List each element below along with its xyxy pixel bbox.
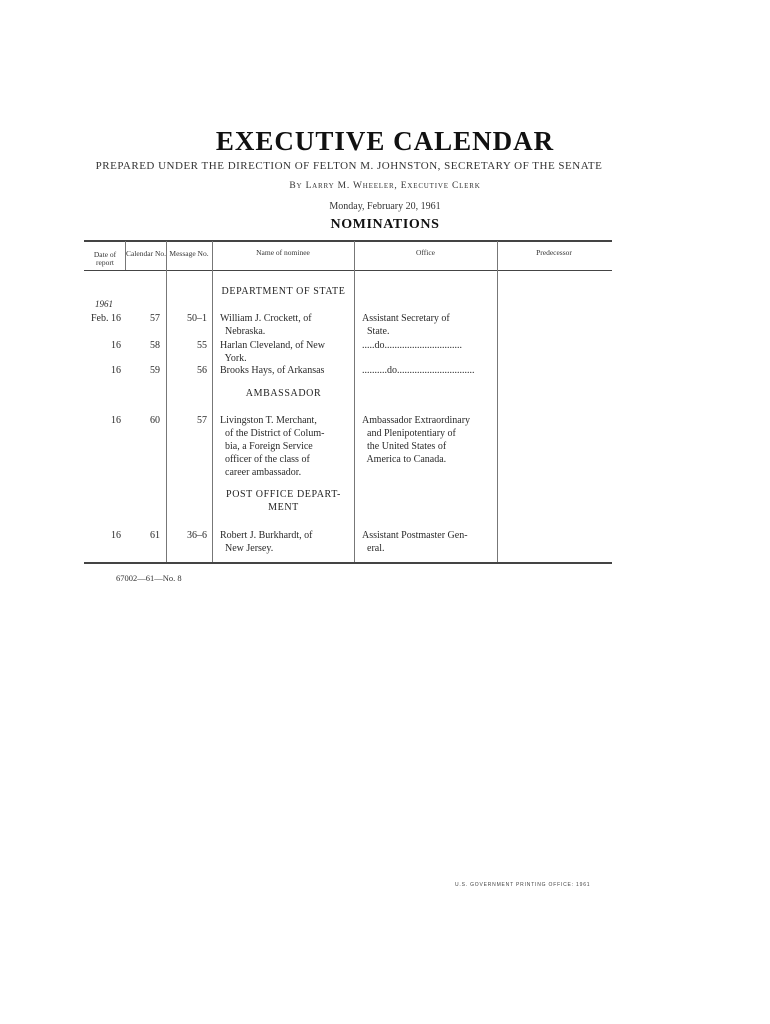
nominee-name: Robert J. Burkhardt, of New Jersey. [220, 530, 313, 554]
message-no: 55 [197, 340, 207, 351]
nominee-name: Brooks Hays, of Arkansas [220, 365, 325, 376]
header-nominee: Name of nominee [256, 248, 310, 257]
message-no: 56 [197, 365, 207, 376]
header-calendar: Calendar No. [126, 249, 166, 258]
table-bottom-rule [84, 562, 612, 564]
header-predecessor: Predecessor [536, 248, 572, 257]
group-heading: DEPARTMENT OF STATE [221, 286, 346, 297]
document-date: Monday, February 20, 1961 [329, 201, 441, 212]
calendar-no: 59 [150, 365, 160, 376]
message-no: 36–6 [187, 530, 207, 541]
section-title: NOMINATIONS [330, 217, 440, 232]
document-byline: By Larry M. Wheeler, Executive Clerk [289, 181, 481, 191]
calendar-no: 61 [150, 530, 160, 541]
column-divider [497, 241, 498, 562]
office: Assistant Secretary of State. [362, 313, 450, 337]
nominee-name: William J. Crockett, of Nebraska. [220, 313, 312, 337]
document-code: 67002—61—No. 8 [116, 573, 182, 583]
group-heading: AMBASSADOR [245, 388, 322, 399]
document-subtitle: PREPARED UNDER THE DIRECTION OF FELTON M. JOHNSTON, SECRETARY OF THE SENATE [95, 160, 603, 172]
header-date: Date of report [93, 250, 117, 267]
calendar-no: 60 [150, 415, 160, 426]
message-no: 57 [197, 415, 207, 426]
calendar-no: 58 [150, 340, 160, 351]
office-ditto: ..........do............................... [362, 365, 475, 376]
header-office: Office [415, 248, 436, 257]
nominee-name: Harlan Cleveland, of New York. [220, 340, 325, 364]
calendar-no: 57 [150, 313, 160, 324]
report-date: 16 [111, 530, 121, 541]
header-message: Message No. [169, 249, 209, 258]
report-date: Feb. 16 [91, 313, 121, 324]
column-divider [166, 241, 167, 562]
office: Assistant Postmaster Gen- eral. [362, 530, 468, 554]
nominee-name: Livingston T. Merchant, of the District of Colum- bia, a Foreign Service officer of the class of career ambassador. [220, 415, 325, 478]
table-header-rule [84, 270, 612, 271]
report-year: 1961 [95, 299, 113, 309]
group-heading: POST OFFICE DEPART- MENT [226, 489, 341, 513]
report-date: 16 [111, 340, 121, 351]
document-title: EXECUTIVE CALENDAR [215, 126, 555, 156]
office-ditto: .....do............................... [362, 340, 462, 351]
table-top-rule [84, 240, 612, 242]
printer-imprint: U.S. GOVERNMENT PRINTING OFFICE: 1961 [455, 882, 591, 888]
column-divider [354, 241, 355, 562]
report-date: 16 [111, 365, 121, 376]
office: Ambassador Extraordinary and Plenipotentiary of the United States of America to Canada. [362, 415, 471, 465]
message-no: 50–1 [187, 313, 207, 324]
report-date: 16 [111, 415, 121, 426]
